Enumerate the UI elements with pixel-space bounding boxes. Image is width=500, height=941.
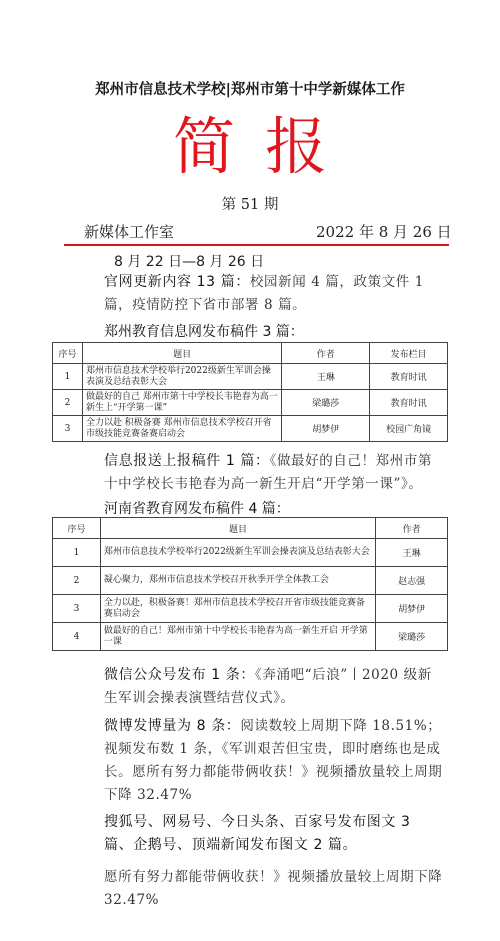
wechat-label: 微信公众号发布 1 条： <box>104 667 256 683</box>
cell-column: 教育时讯 <box>370 390 448 416</box>
table-row <box>53 623 448 651</box>
wechat-text: 《奔涌吧“后浪”丨2020 级新生军训会操表演暨结营仪式》。 <box>104 667 432 706</box>
cell-no: 3 <box>53 416 83 442</box>
bulletin-title: 简报 <box>172 110 357 183</box>
weibo-text: 阅读数较上周期下降 18.51%；视频发布数 1 条，《军训艰苦但宝贵，即时磨练也是成长。愿所有努力都能带俩收获！》视频播放量较上周期下降 32.47% <box>104 718 443 803</box>
issue-number: 第 51 期 <box>221 197 279 213</box>
info-report-label: 信息报送上报稿件 1 篇： <box>104 453 270 469</box>
header-cell: 作者 <box>376 518 448 539</box>
cell-column: 教育时讯 <box>370 364 448 390</box>
weibo-section <box>104 715 444 807</box>
table-row <box>53 595 448 623</box>
date-range: 8 月 22 日—8 月 26 日 <box>114 254 265 270</box>
cell-author: 梁璐莎 <box>376 623 448 651</box>
info-report-text: 《做最好的自己！郑州市第十中学校长韦艳春为高一新生开启“开学第一课”》。 <box>104 453 433 492</box>
cell-title: 全力以赴 积极备赛 郑州市信息技术学校召开省市级技能竞赛备赛启动会 <box>82 416 281 442</box>
wechat-section <box>104 664 444 710</box>
table-row <box>53 567 448 595</box>
info-report-section <box>104 450 444 496</box>
cell-author: 胡梦伊 <box>376 595 448 623</box>
cell-title: 郑州市信息技术学校举行2022级新生军训会操表演及总结表彰大会 <box>100 539 375 567</box>
table-row <box>53 390 448 416</box>
others-section <box>104 811 444 857</box>
header-cell: 题目 <box>82 343 281 364</box>
cell-no: 2 <box>53 390 83 416</box>
table-row <box>53 416 448 442</box>
cell-title: 做最好的自己 郑州市第十中学校长韦艳春为高一新生上“开学第一课” <box>82 390 281 416</box>
table-header-row <box>53 343 448 364</box>
website-label: 官网更新内容 13 篇： <box>104 274 250 290</box>
header-cell: 作者 <box>282 343 370 364</box>
cell-no: 1 <box>53 539 101 567</box>
zhengzhou-net-table <box>52 342 448 442</box>
department: 新媒体工作室 <box>84 223 175 241</box>
cell-author: 胡梦伊 <box>282 416 370 442</box>
henan-net-label: 河南省教育网发布稿件 4 篇： <box>104 501 290 517</box>
zhengzhou-net-label: 郑州教育信息网发布稿件 3 篇： <box>104 324 304 340</box>
henan-net-table <box>52 517 448 651</box>
table-row <box>53 539 448 567</box>
red-divider <box>64 244 449 246</box>
cell-no: 4 <box>53 623 101 651</box>
cell-no: 1 <box>53 364 83 390</box>
table-header-row <box>53 518 448 539</box>
cell-no: 3 <box>53 595 101 623</box>
org-header: 郑州市信息技术学校|郑州市第十中学新媒体工作 <box>95 82 405 98</box>
cell-no: 2 <box>53 567 101 595</box>
cell-author: 赵志强 <box>376 567 448 595</box>
cell-column: 校园广角镜 <box>370 416 448 442</box>
header-cell: 序号 <box>53 343 83 364</box>
header-cell: 题目 <box>100 518 375 539</box>
cell-title: 凝心聚力，郑州市信息技术学校召开秋季开学全体教工会 <box>100 567 375 595</box>
cell-author: 梁璐莎 <box>282 390 370 416</box>
website-section <box>104 271 444 317</box>
cell-author: 王琳 <box>282 364 370 390</box>
website-text: 校园新闻 4 篇，政策文件 1 篇，疫情防控下省市部署 8 篇。 <box>104 274 424 313</box>
publish-date: 2022 年 8 月 26 日 <box>316 223 452 241</box>
table-row <box>53 364 448 390</box>
cell-title: 全力以赴，积极备赛！郑州市信息技术学校召开省市级技能竞赛备赛启动会 <box>100 595 375 623</box>
cell-author: 王琳 <box>376 539 448 567</box>
cell-title: 郑州市信息技术学校举行2022级新生军训会操表演及总结表彰大会 <box>82 364 281 390</box>
header-cell: 发布栏目 <box>370 343 448 364</box>
cell-title: 做最好的自己！郑州市第十中学校长韦艳春为高一新生开启 开学第一课 <box>100 623 375 651</box>
trailing-section <box>104 866 444 912</box>
header-cell: 序号 <box>53 518 101 539</box>
others-label: 搜狐号、网易号、今日头条、百家号发布图文 3 篇、企鹅号、顶端新闻发布图文 2 篇。 <box>104 814 411 853</box>
weibo-label: 微博发博量为 8 条： <box>104 718 241 734</box>
trailing-text: 愿所有努力都能带俩收获！》视频播放量较上周期下降 32.47% <box>104 869 443 908</box>
